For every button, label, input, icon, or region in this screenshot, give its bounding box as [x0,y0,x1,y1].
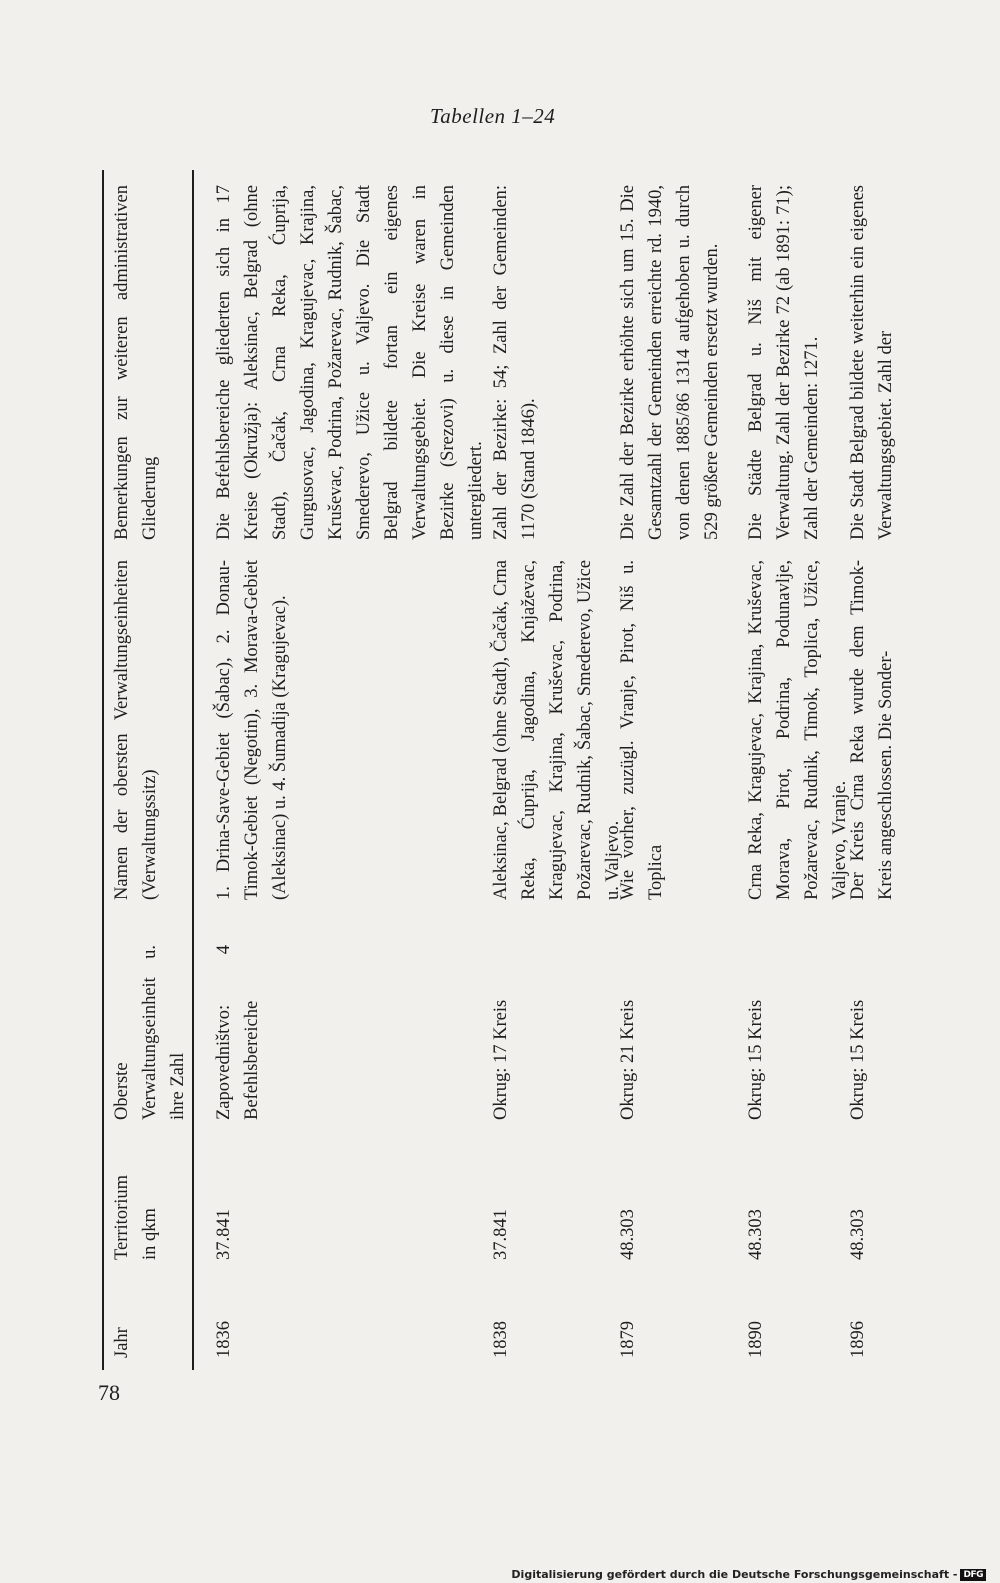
footer-text: Digitalisierung gefördert durch die Deutsche Forschungsgemeinschaft - [511,1568,958,1581]
row-1896-bemerkungen: Die Stadt Belgrad bildete weiterhin ein eigenes Verwaltungsgebiet. Zahl der [848,185,896,540]
row-1838-jahr: 1838 [491,1321,511,1358]
row-1896-jahr: 1896 [848,1321,868,1358]
digitization-footer [511,1568,986,1581]
row-1896-namen: Der Kreis Crna Reka wurde dem Timok-Kreis angeschlossen. Die Sonder- [848,560,896,900]
row-1879-bemerkungen: Die Zahl der Bezirke erhöhte sich um 15. Die Gesamtzahl der Gemeinden erreichte rd. 1940, von denen 1885/86 1314 aufgehoben u. durch 529 größere Gemeinden ersetzt wurden. [618,185,722,540]
row-1836-territorium: 37.841 [214,1209,234,1260]
header-bemerkungen: Bemerkungen zur weiteren administrativen Gliederung [112,185,160,540]
header-oberste: Oberste Verwaltungseinheit u. ihre Zahl [112,945,188,1120]
row-1838-namen: Aleksinac, Belgrad (ohne Stadt), Čačak, Crna Reka, Ćuprija, Jagodina, Knjaževac, Kragujevac, Krajina, Kruševac, Podrina, Požarevac, Rudnik, Šabac, Smederevo, Užice u. Valjevo. [491,560,623,900]
header-jahr: Jahr [112,1327,132,1358]
row-1890-jahr: 1890 [746,1321,766,1358]
row-1879-oberste: Okrug: 21 Kreis [618,999,638,1120]
dfg-logo-icon: DFG [960,1569,986,1581]
row-1890-territorium: 48.303 [746,1209,766,1260]
row-1836-bemerkungen: Die Befehlsbereiche gliederten sich in 17 Kreise (Okružja): Aleksinac, Belgrad (ohne Stadt), Čačak, Crna Reka, Ćuprija, Gurgusovac, Jagodina, Kragujevac, Krajina, Kruševac, Podrina, Požarevac, Rudnik, Šabac, Smederevo, Užice u. Valjevo. Die Stadt Belgrad bildete fortan ein eigenes Verwaltungsgebiet. Die Kreise waren in Bezirke (Srezovi) u. diese in Gemeinden untergliedert. [214,185,486,540]
header-namen: Namen der obersten Verwaltungseinheiten (Verwaltungssitz) [112,560,160,900]
table-top-rule [102,170,104,1370]
running-head: Tabellen 1–24 [430,104,556,128]
row-1836-oberste: Zapovedništvo: 4 Befehlsbereiche [214,945,262,1120]
row-1879-territorium: 48.303 [618,1209,638,1260]
header-territorium: Territorium in qkm [112,1174,160,1260]
rotated-table [102,170,902,1370]
page-number: 78 [98,1380,120,1405]
row-1836-jahr: 1836 [214,1321,234,1358]
row-1890-bemerkungen: Die Städte Belgrad u. Niš mit eigener Verwaltung. Zahl der Bezirke 72 (ab 1891: 71); Zahl der Gemeinden: 1271. [746,185,822,540]
row-1836-namen: 1. Drina-Save-Gebiet (Šabac), 2. Donau-Timok-Gebiet (Negotin), 3. Morava-Gebiet (Aleksinac) u. 4. Šumadija (Kragujevac). [214,560,290,900]
row-1838-territorium: 37.841 [491,1209,511,1260]
row-1890-oberste: Okrug: 15 Kreis [746,999,766,1120]
row-1896-oberste: Okrug: 15 Kreis [848,999,868,1120]
row-1890-namen: Crna Reka, Kragujevac, Krajina, Kruševac, Morava, Pirot, Podrina, Podunavlje, Požarevac, Rudnik, Timok, Toplica, Užice, Valjevo, Vranje. [746,560,850,900]
row-1838-oberste: Okrug: 17 Kreis [491,999,511,1120]
table-header-rule [192,170,194,1370]
row-1838-bemerkungen: Zahl der Bezirke: 54; Zahl der Gemeinden: 1170 (Stand 1846). [491,185,539,540]
row-1879-namen: Wie vorher, zuzügl. Vranje, Pirot, Niš u. Toplica [618,560,666,900]
row-1896-territorium: 48.303 [848,1209,868,1260]
row-1879-jahr: 1879 [618,1321,638,1358]
